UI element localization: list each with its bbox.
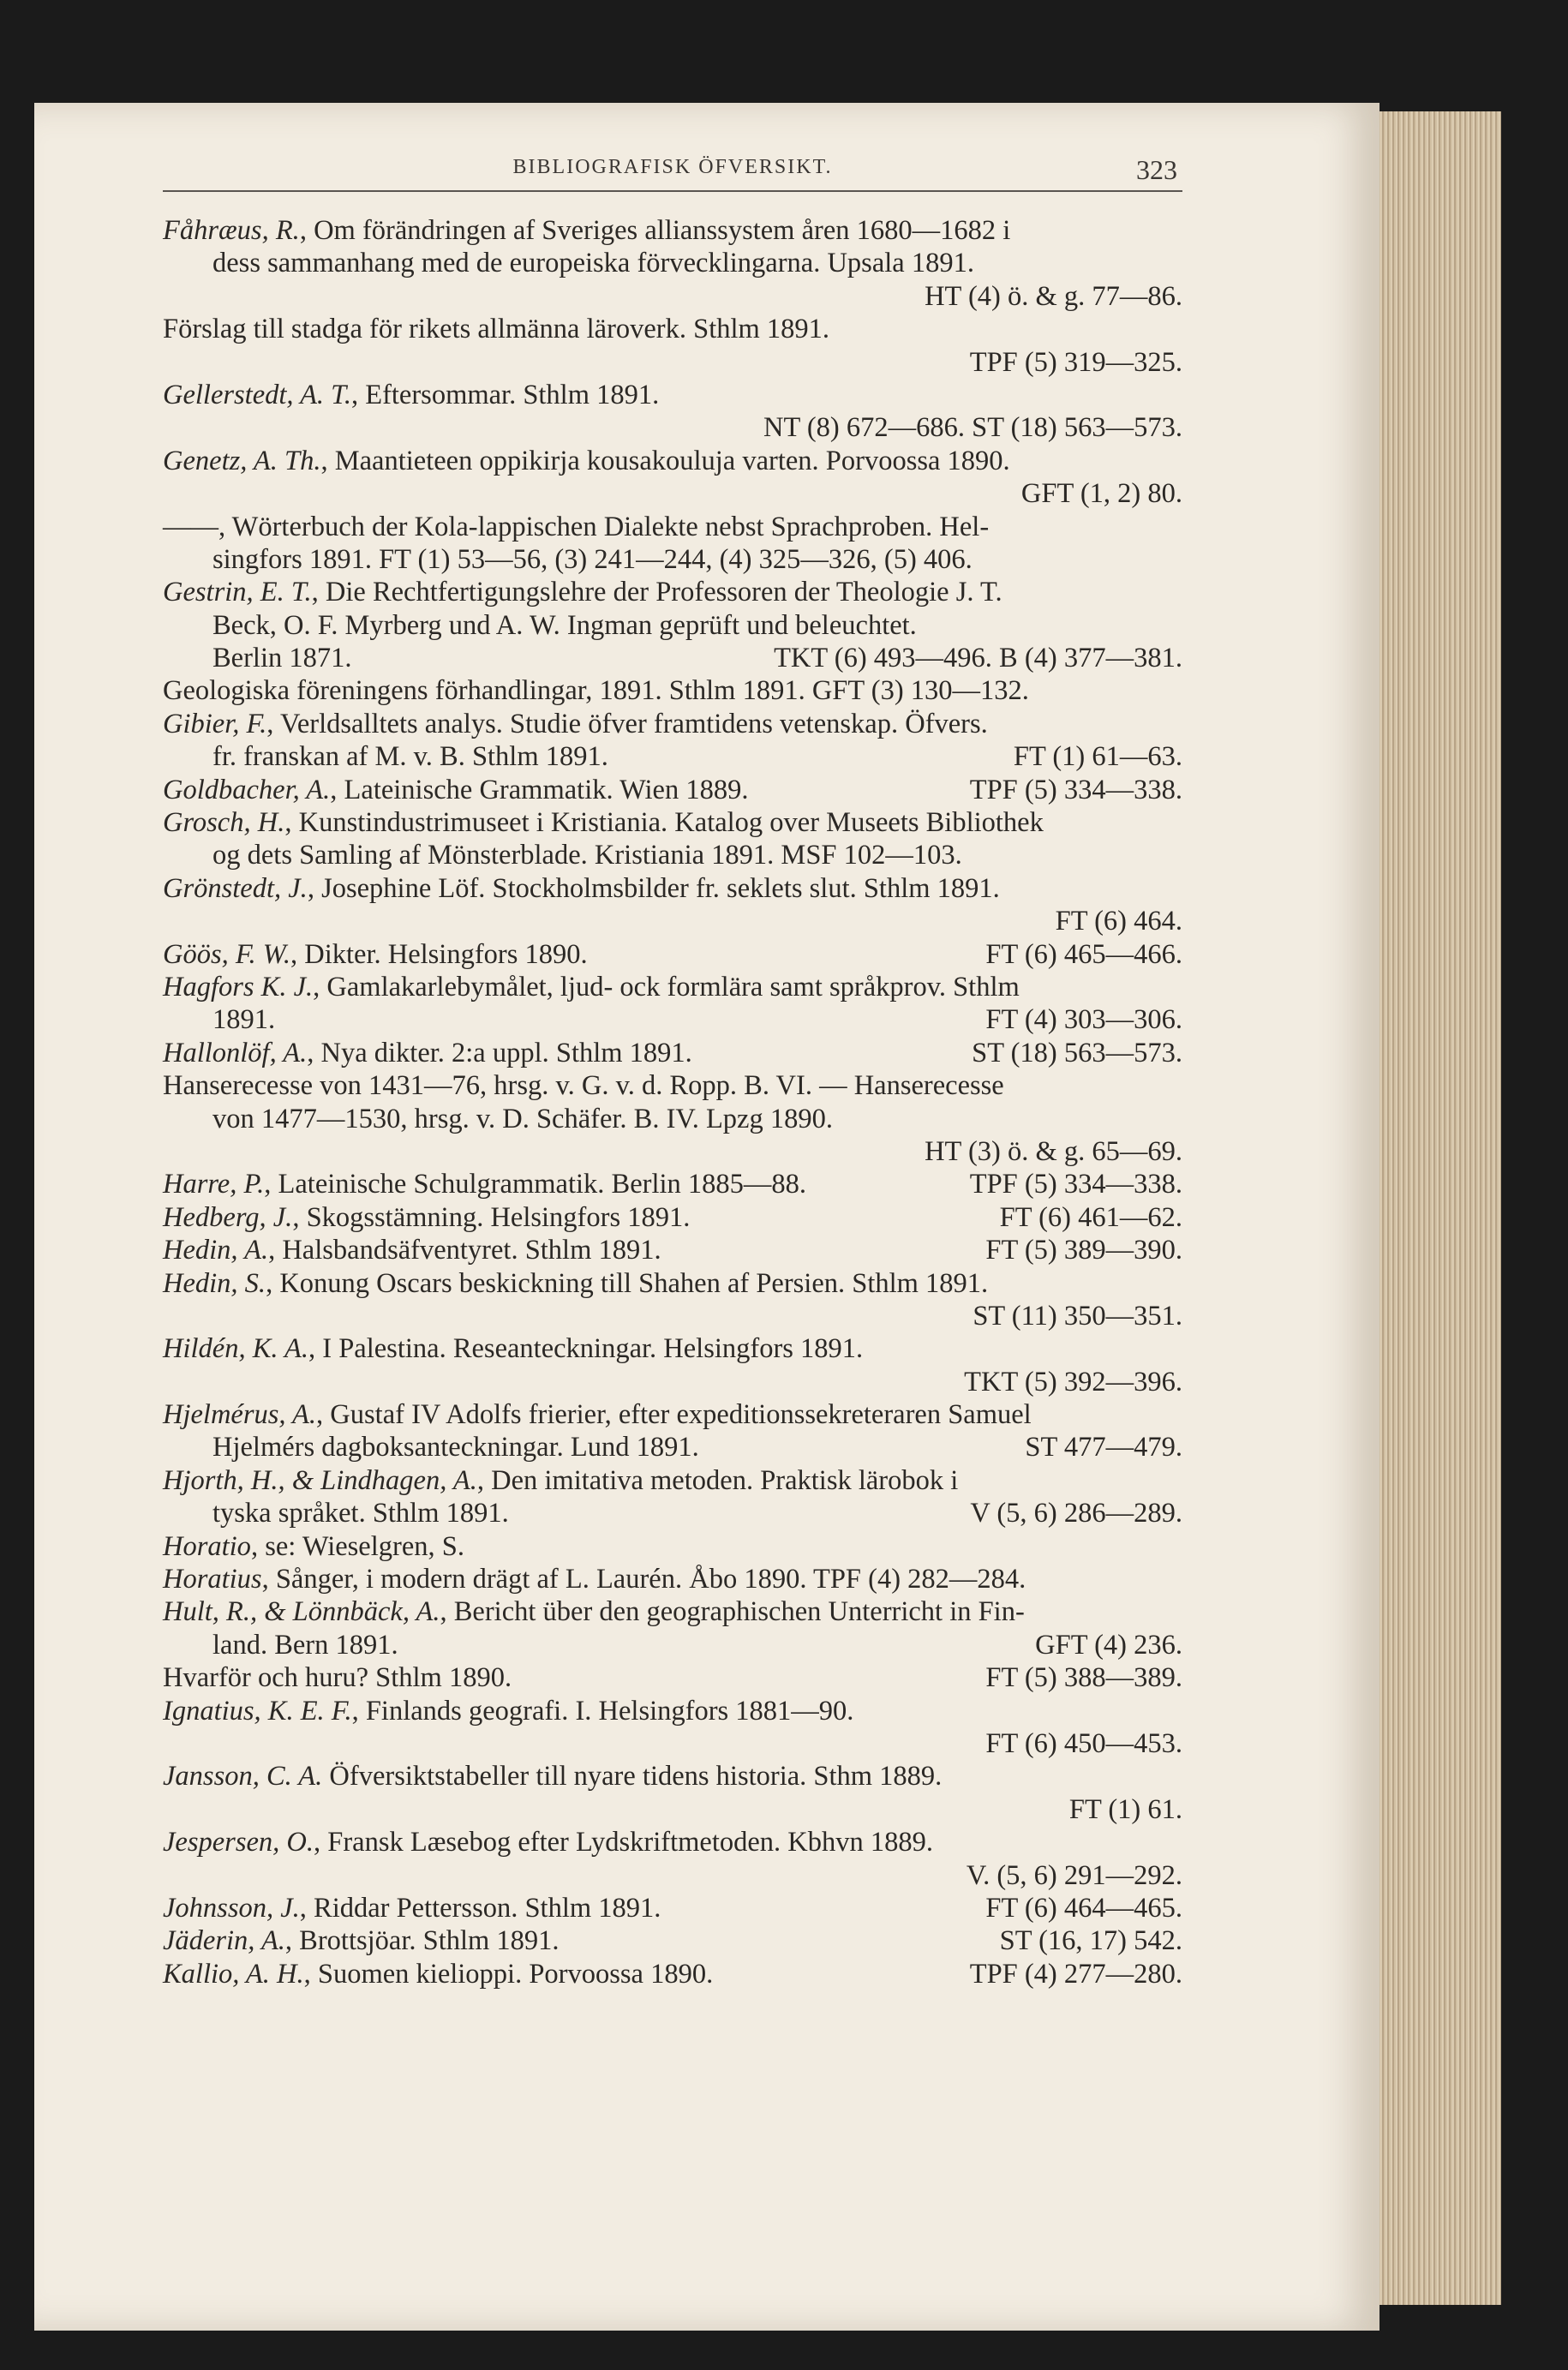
entry-line (163, 872, 1182, 905)
entry-author: Hjelmérus, A. (163, 1399, 317, 1431)
entry-text: tyska språket. Sthlm 1891. (212, 1498, 509, 1529)
entry-text: , Lateinische Schulgrammatik. Berlin 1885—88. (264, 1169, 806, 1200)
entry-text: , Die Rechtfertigungslehre der Professoren der Theologie J. T. (311, 577, 1002, 608)
entry-author: Hedin, S. (163, 1267, 266, 1299)
entry-line: V. (5, 6) 291—292. (966, 1859, 1182, 1891)
entry-line (163, 1267, 1182, 1300)
entry-line (163, 1760, 1182, 1792)
entry-line (163, 1958, 1182, 1990)
entry-line (163, 1497, 1182, 1529)
entry-author: Grönstedt, J. (163, 872, 308, 904)
running-head: BIBLIOGRAFISK ÖFVERSIKT. (512, 156, 833, 178)
entry-author: Kallio, A. H. (163, 1958, 304, 1990)
entry-line (163, 1201, 1182, 1234)
entry-line: ——, Wörterbuch der Kola-lappischen Dialekte nebst Sprachproben. Hel- (163, 511, 990, 542)
entry-line (163, 774, 1182, 806)
entry-line: Geologiska föreningens förhandlingar, 1891. Sthlm 1891. GFT (3) 130—132. (163, 675, 1029, 707)
entry-line: HT (4) ö. & g. 77—86. (925, 280, 1182, 312)
entry-line (163, 1826, 1182, 1858)
entry-text: , Dikter. Helsingfors 1890. (290, 938, 588, 970)
entry-line (163, 1595, 1182, 1628)
entry-text: , Finlands geografi. I. Helsingfors 1881—90. (351, 1695, 854, 1727)
entry-source: ST 477—479. (1025, 1432, 1182, 1463)
entry-line (163, 1661, 1182, 1694)
entry-author: Johnsson, J. (163, 1892, 300, 1924)
entry-author: Genetz, A. Th. (163, 445, 321, 476)
entry-line (163, 1563, 1182, 1595)
entry-text: , Gamlakarlebymålet, ljud- ock formlära samt språkprov. Sthlm (313, 971, 1020, 1002)
entry-line (163, 1695, 1182, 1727)
entry-source: V (5, 6) 286—289. (970, 1498, 1182, 1529)
entry-author: Gellerstedt, A. T. (163, 379, 351, 410)
entry-line: FT (6) 450—453. (985, 1727, 1182, 1759)
entry-text: Berlin 1871. (212, 643, 352, 674)
entry-author: Hagfors K. J. (163, 971, 314, 1002)
entry-line (163, 1398, 1182, 1431)
entry-author: Ignatius, K. E. F. (163, 1695, 352, 1727)
entry-text: fr. franskan af M. v. B. Sthlm 1891. (212, 741, 608, 773)
entry-author: Hedin, A. (163, 1235, 269, 1266)
entry-text: , Lateinische Grammatik. Wien 1889. (330, 774, 749, 805)
entry-line (163, 1037, 1182, 1069)
entry-source: FT (6) 465—466. (985, 938, 1182, 970)
entry-source: FT (4) 303—306. (985, 1004, 1182, 1036)
entry-line (163, 806, 1182, 839)
entry-text: , Riddar Pettersson. Sthlm 1891. (299, 1892, 661, 1924)
entry-line (163, 1431, 1182, 1463)
entry-author: Hult, R., & Lönnbäck, A. (163, 1596, 440, 1628)
bibliography-entries (163, 214, 1182, 1990)
entry-line (163, 379, 1182, 411)
entry-line: TPF (5) 319—325. (969, 346, 1182, 378)
entry-author: Hjorth, H., & Lindhagen, A. (163, 1464, 477, 1496)
entry-author: Goldbacher, A. (163, 774, 331, 805)
page-header (163, 153, 1182, 192)
entry-source: FT (5) 389—390. (985, 1235, 1182, 1266)
entry-text: , Om förändringen af Sveriges allianssystem åren 1680—1682 i (299, 215, 1011, 246)
entry-text: , Eftersommar. Sthlm 1891. (350, 379, 660, 410)
entry-source: ST (18) 563—573. (972, 1037, 1182, 1068)
entry-line (163, 1332, 1182, 1365)
entry-text: , Sånger, i modern drägt af L. Laurén. Åbo 1890. TPF (4) 282—284. (261, 1564, 1026, 1595)
entry-line (163, 1924, 1182, 1957)
entry-line (163, 1629, 1182, 1661)
entry-line: dess sammanhang med de europeiska förvecklingarna. Upsala 1891. (212, 248, 974, 279)
entry-line (163, 1530, 1182, 1563)
entry-author: Göös, F. W. (163, 938, 290, 970)
entry-line: Förslag till stadga för rikets allmänna läroverk. Sthlm 1891. (163, 314, 830, 345)
entry-text: Hjelmérs dagboksanteckningar. Lund 1891. (212, 1432, 699, 1463)
entry-text: , Kunstindustrimuseet i Kristiania. Katalog over Museets Bibliothek (284, 807, 1044, 839)
entry-text: , Gustaf IV Adolfs frierier, efter expeditionssekreteraren Samuel (316, 1399, 1032, 1431)
entry-source: FT (5) 388—389. (985, 1662, 1182, 1694)
entry-line (163, 1234, 1182, 1266)
entry-source: TKT (6) 493—496. B (4) 377—381. (774, 643, 1182, 674)
entry-text: Hvarför och huru? Sthlm 1890. (163, 1662, 512, 1694)
entry-author: Harre, P. (163, 1169, 265, 1200)
entry-source: ST (16, 17) 542. (999, 1925, 1182, 1957)
entry-line (163, 1892, 1182, 1924)
entry-author: Gibier, F. (163, 708, 267, 739)
entry-line: NT (8) 672—686. ST (18) 563—573. (763, 412, 1182, 444)
entry-line (163, 214, 1182, 247)
entry-text: , Skogsstämning. Helsingfors 1891. (292, 1201, 691, 1233)
entry-text: 1891. (212, 1004, 276, 1036)
entry-author: Fåhræus, R. (163, 215, 300, 246)
entry-author: Jansson, C. A. (163, 1761, 323, 1792)
entry-author: Gestrin, E. T. (163, 577, 312, 608)
entry-text: , Brottsjöar. Sthlm 1891. (284, 1925, 560, 1957)
entry-text: , Konung Oscars beskickning till Shahen af Persien. Sthlm 1891. (266, 1267, 989, 1299)
entry-line: FT (1) 61. (1068, 1793, 1182, 1825)
entry-author: Grosch, H. (163, 807, 285, 839)
entry-line (163, 1168, 1182, 1200)
entry-line (163, 445, 1182, 477)
entry-source: TPF (5) 334—338. (969, 1169, 1182, 1200)
entry-author: Hildén, K. A. (163, 1333, 309, 1365)
entry-text: Öfversiktstabeller till nyare tidens historia. Sthm 1889. (322, 1761, 943, 1792)
entry-line: singfors 1891. FT (1) 53—56, (3) 241—244, (4) 325—326, (5) 406. (212, 543, 973, 575)
entry-text: , Halsbandsäfventyret. Sthlm 1891. (268, 1235, 661, 1266)
entry-text: , se: Wieselgren, S. (250, 1530, 464, 1562)
entry-source: GFT (4) 236. (1035, 1629, 1182, 1661)
entry-text: , Suomen kielioppi. Porvoossa 1890. (303, 1958, 714, 1990)
entry-line (163, 938, 1182, 971)
page-number: 323 (1136, 154, 1177, 185)
entry-text: , Maantieteen oppikirja kousakouluja varten. Porvoossa 1890. (320, 445, 1010, 476)
entry-text: , Josephine Löf. Stockholmsbilder fr. seklets slut. Sthlm 1891. (307, 872, 1000, 904)
entry-line: FT (6) 464. (1055, 906, 1182, 937)
entry-line: og dets Samling af Mönsterblade. Kristiania 1891. MSF 102—103. (212, 840, 962, 871)
entry-text: , Den imitativa metoden. Praktisk lärobok i (476, 1464, 959, 1496)
entry-text: , Nya dikter. 2:a uppl. Sthlm 1891. (307, 1037, 692, 1068)
entry-line: von 1477—1530, hrsg. v. D. Schäfer. B. IV. Lpzg 1890. (212, 1103, 833, 1134)
entry-author: Hedberg, J. (163, 1201, 293, 1233)
entry-author: Jespersen, O. (163, 1827, 314, 1858)
entry-text: land. Bern 1891. (212, 1629, 398, 1661)
entry-line (163, 708, 1182, 740)
entry-source: FT (6) 461—62. (999, 1201, 1182, 1233)
entry-author: Hallonlöf, A. (163, 1037, 308, 1068)
entry-line: HT (3) ö. & g. 65—69. (925, 1135, 1182, 1167)
entry-text: , Bericht über den geographischen Unterricht in Fin- (440, 1596, 1025, 1628)
entry-line (163, 1464, 1182, 1497)
entry-text: , I Palestina. Reseanteckningar. Helsingfors 1891. (308, 1333, 864, 1365)
entry-text: , Fransk Læsebog efter Lydskriftmetoden. Kbhvn 1889. (314, 1827, 934, 1858)
entry-source: FT (1) 61—63. (1013, 741, 1182, 773)
entry-line (163, 1003, 1182, 1036)
entry-line (163, 642, 1182, 674)
book-page-edges (1362, 111, 1501, 2305)
entry-line: GFT (1, 2) 80. (1020, 478, 1182, 510)
entry-author: Horatius (163, 1564, 262, 1595)
entry-line (163, 971, 1182, 1003)
entry-source: FT (6) 464—465. (985, 1892, 1182, 1924)
entry-line (163, 740, 1182, 773)
entry-source: TPF (5) 334—338. (969, 774, 1182, 805)
entry-line: Beck, O. F. Myrberg und A. W. Ingman geprüft und beleuchtet. (212, 609, 917, 641)
entry-author: Jäderin, A. (163, 1925, 285, 1957)
entry-source: TPF (4) 277—280. (969, 1958, 1182, 1990)
entry-line: ST (11) 350—351. (973, 1300, 1182, 1332)
entry-line: Hanserecesse von 1431—76, hrsg. v. G. v. d. Ropp. B. VI. — Hanserecesse (163, 1070, 1004, 1102)
entry-text: , Verldsalltets analys. Studie öfver framtidens vetenskap. Öfvers. (266, 708, 988, 739)
entry-line (163, 576, 1182, 608)
entry-line: TKT (5) 392—396. (964, 1366, 1182, 1397)
entry-author: Horatio (163, 1530, 251, 1562)
